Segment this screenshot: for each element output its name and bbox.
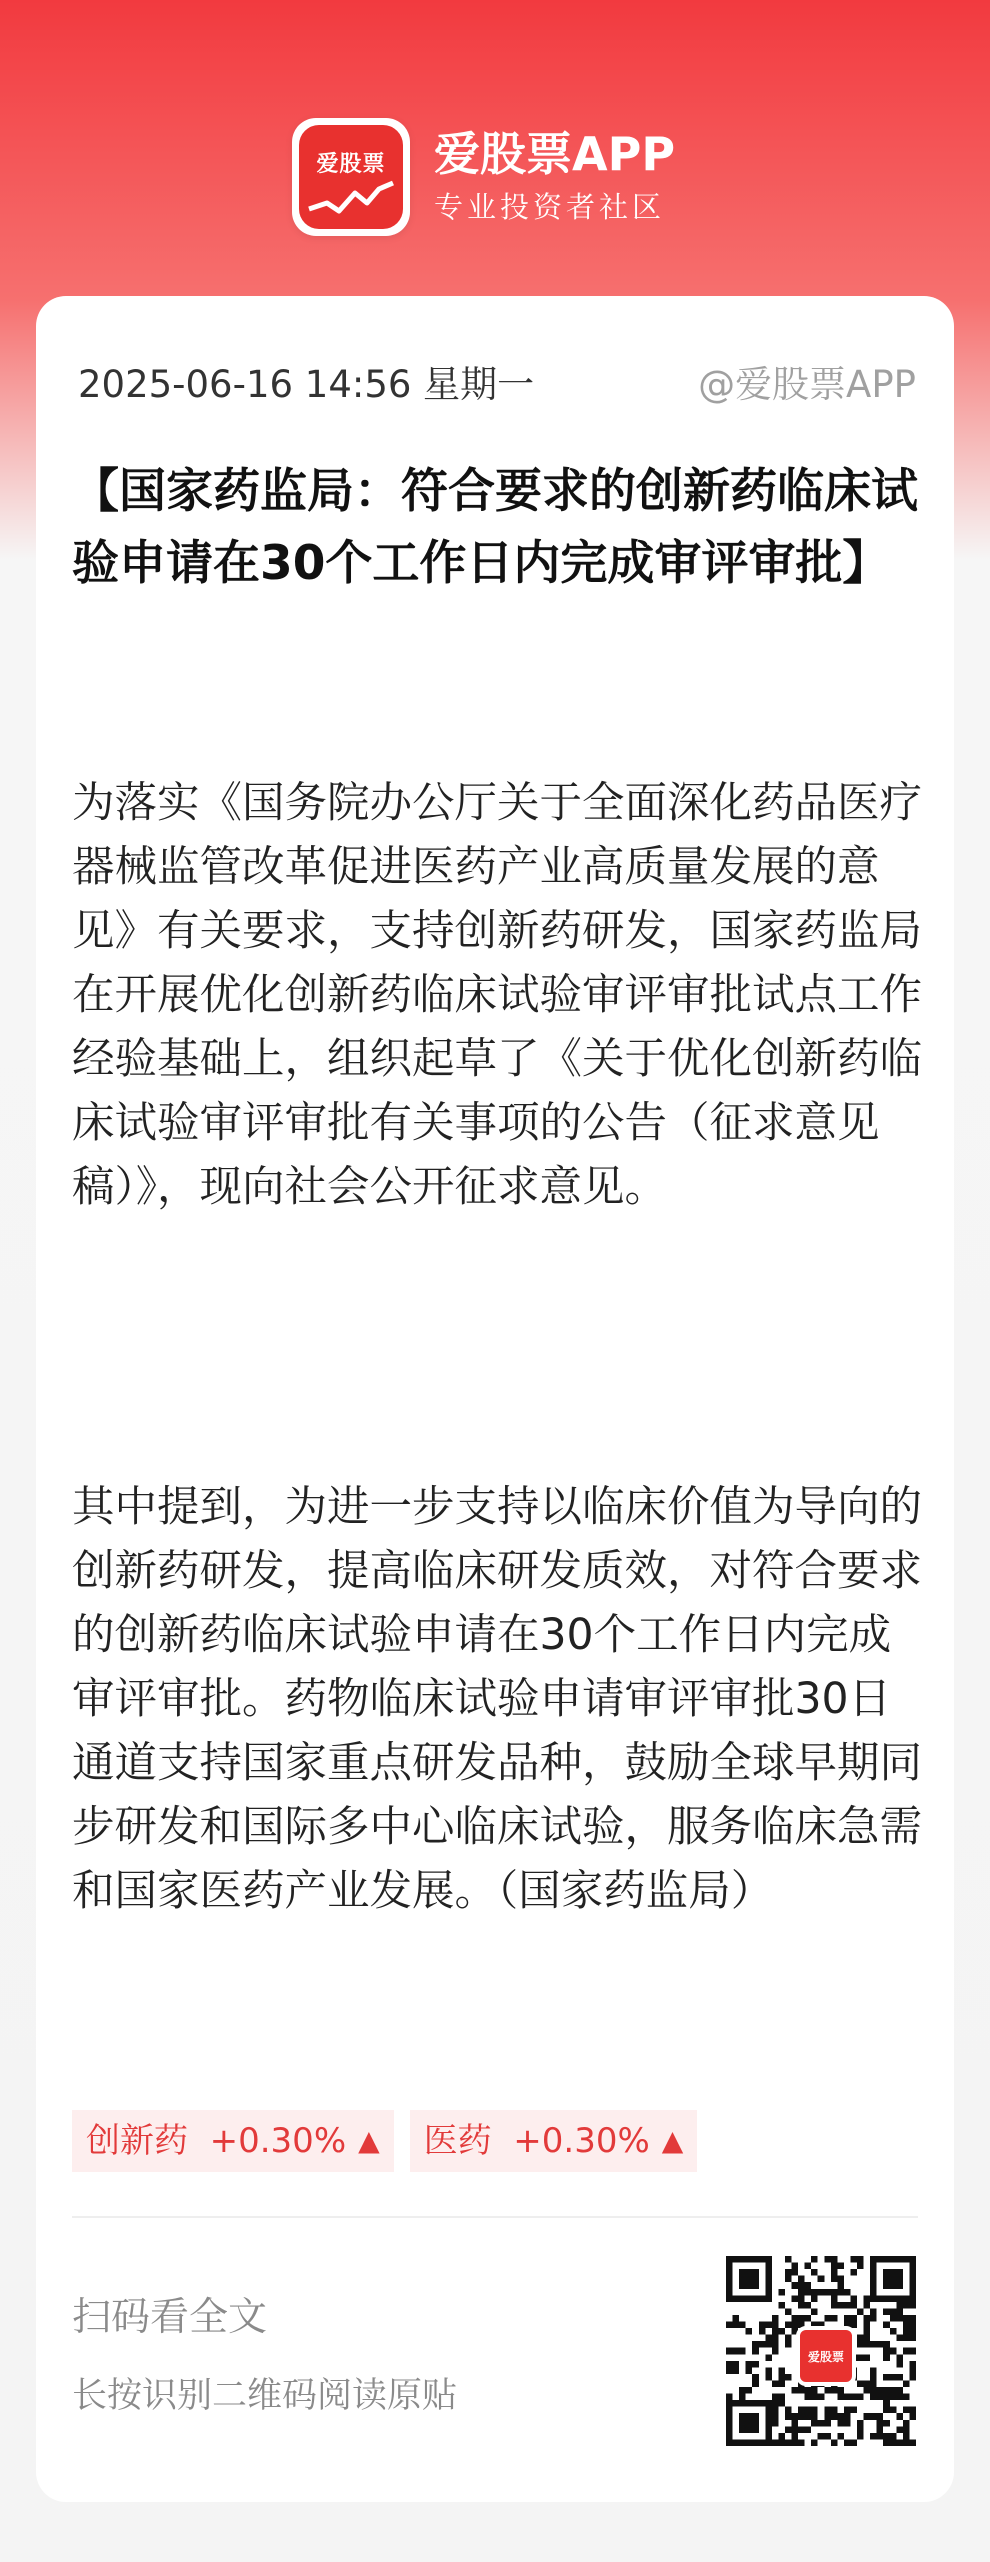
stock-tag-pharma[interactable] — [410, 2110, 698, 2172]
qr-logo: 爱股票 — [796, 2326, 856, 2386]
app-name: 爱股票APP — [434, 127, 676, 181]
post-paragraph-2: 其中提到，为进一步支持以临床价值为导向的创新药研发，提高临床研发质效，对符合要求的创新药临床试验申请在30个工作日内完成审评审批。药物临床试验申请审评审批30日通道支持国家重点研发品种，鼓励全球早期同步研发和国际多中心临床试验，服务临床急需和国家医药产业发展。（国家药监局） — [72, 1483, 923, 1916]
post-paragraph-1: 为落实《国务院办公厅关于全面深化药品医疗器械监管改革促进医药产业高质量发展的意见》有关要求，支持创新药研发，国家药监局在开展优化创新药临床试验审评审批试点工作经验基础上，组织起草了《关于优化创新药临床试验审评审批有关事项的公告（征求意见稿）》，现向社会公开征求意见。 — [72, 779, 923, 1212]
post-datetime: 2025-06-16 14:56 星期一 — [78, 363, 535, 406]
divider — [72, 2216, 918, 2218]
app-logo — [292, 118, 410, 236]
stock-tag-change: +0.30% — [209, 2121, 347, 2161]
brand-header — [292, 118, 675, 236]
stock-tag-name: 医药 — [423, 2121, 492, 2161]
post-source[interactable]: @爱股票APP — [698, 363, 916, 406]
up-arrow-icon: ▲ — [661, 2124, 684, 2157]
qr-subtitle: 长按识别二维码阅读原贴 — [72, 2376, 458, 2416]
chart-line-icon — [305, 179, 397, 219]
post-meta — [78, 354, 916, 408]
post-card — [36, 296, 954, 2502]
stock-tag-name: 创新药 — [86, 2121, 188, 2161]
qr-title: 扫码看全文 — [72, 2295, 268, 2340]
stock-tag-innovative-drugs[interactable] — [72, 2110, 394, 2172]
app-logo-text: 爱股票 — [316, 152, 386, 177]
stock-tags — [72, 2110, 713, 2172]
app-tagline: 专业投资者社区 — [434, 190, 666, 224]
up-arrow-icon: ▲ — [358, 2124, 380, 2157]
post-title: 【国家药监局：符合要求的创新药临床试验申请在30个工作日内完成审评审批】 — [72, 464, 918, 591]
stock-tag-change: +0.30% — [513, 2121, 650, 2161]
